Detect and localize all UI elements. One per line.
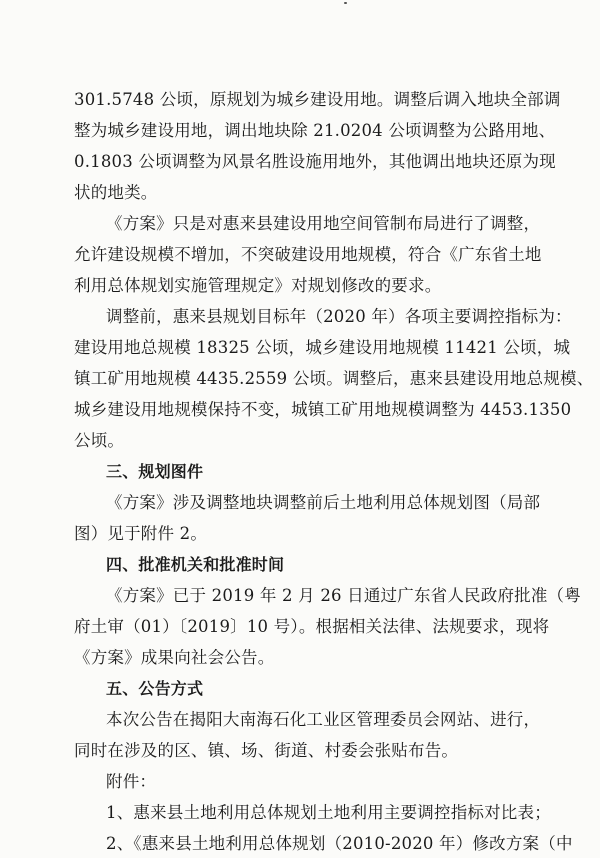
paragraph-line: 府土审（01）〔2019〕10 号）。根据相关法律、法规要求，现将 xyxy=(74,617,550,636)
section-heading: 五、公告方式 xyxy=(106,679,204,698)
paragraph-line: 《方案》涉及调整地块调整前后土地利用总体规划图（局部 xyxy=(106,493,541,512)
paragraph-line: 公顷。 xyxy=(74,431,125,450)
paragraph-line: 城乡建设用地规模保持不变，城镇工矿用地规模调整为 4453.1350 xyxy=(74,400,572,419)
paragraph-line: 《方案》成果向社会公告。 xyxy=(74,648,275,667)
scan-speck xyxy=(344,2,347,4)
paragraph-line: 本次公告在揭阳大南海石化工业区管理委员会网站、进行， xyxy=(106,710,541,729)
section-heading: 四、批准机关和批准时间 xyxy=(106,555,285,574)
paragraph-line: 建设用地总规模 18325 公顷，城乡建设用地规模 11421 公顷，城 xyxy=(74,338,571,357)
paragraph-line: 状的地类。 xyxy=(74,183,158,202)
section-heading: 三、规划图件 xyxy=(106,462,204,481)
paragraph-line: 《方案》已于 2019 年 2 月 26 日通过广东省人民政府批准（粤 xyxy=(106,586,581,605)
attachment-label: 附件： xyxy=(106,772,157,791)
paragraph-line: 调整前，惠来县规划目标年（2020 年）各项主要调控指标为： xyxy=(106,307,572,326)
paragraph-line: 同时在涉及的区、镇、场、街道、村委会张贴布告。 xyxy=(74,741,459,760)
attachment-item: 1、惠来县土地利用总体规划土地利用主要调控指标对比表； xyxy=(106,803,551,822)
paragraph-line: 整为城乡建设用地，调出地块除 21.0204 公顷调整为公路用地、 xyxy=(74,121,556,140)
paragraph-line: 301.5748 公顷，原规划为城乡建设用地。调整后调入地块全部调 xyxy=(74,90,561,109)
paragraph-line: 《方案》只是对惠来县建设用地空间管制布局进行了调整， xyxy=(106,214,541,233)
paragraph-line: 允许建设规模不增加，不突破建设用地规模，符合《广东省土地 xyxy=(74,245,542,264)
paragraph-line: 镇工矿用地规模 4435.2559 公顷。调整后，惠来县建设用地总规模、 xyxy=(74,369,594,388)
paragraph-line: 利用总体规划实施管理规定》对规划修改的要求。 xyxy=(74,276,442,295)
attachment-item: 2、《惠来县土地利用总体规划（2010-2020 年）修改方案（中 xyxy=(106,834,573,853)
paragraph-line: 0.1803 公顷调整为风景名胜设施用地外，其他调出地块还原为现 xyxy=(74,152,556,171)
paragraph-line: 图）见于附件 2。 xyxy=(74,524,208,543)
